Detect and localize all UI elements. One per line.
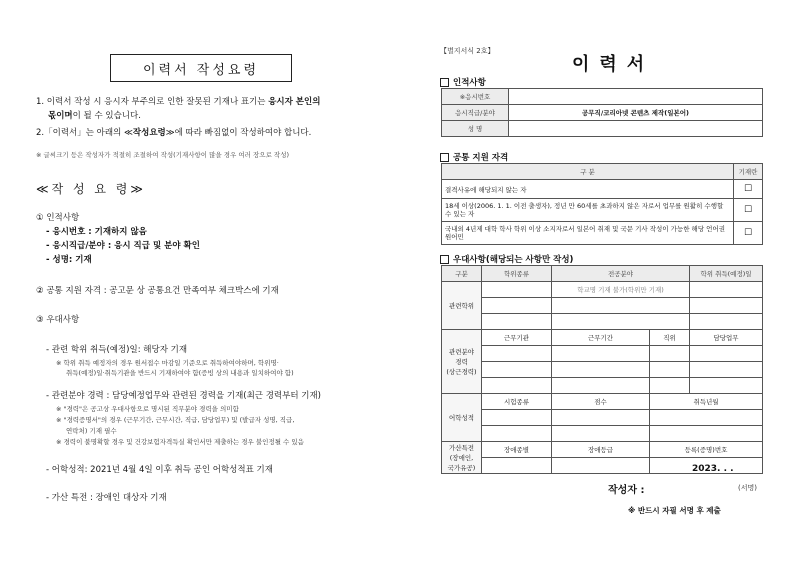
checkbox-2[interactable]: ☐ — [734, 199, 763, 222]
guide-heading: ≪작 성 요 령≫ — [36, 182, 146, 196]
table-row — [442, 199, 763, 222]
section-1-item-1: - 응시번호 : 기재하지 않음 — [46, 227, 147, 237]
section-3-item-2-note-4: ※ 경력이 불명확할 경우 및 건강보험자격득실 확인서만 제출하는 경우 불인정될 수 있음 — [56, 438, 304, 446]
lang-head-score: 점수 — [552, 394, 650, 410]
checkbox-3[interactable]: ☐ — [734, 222, 763, 245]
lang-head-test: 시험종류 — [482, 394, 552, 410]
section-3-title: ③ 우대사항 — [36, 315, 80, 325]
career-label: 관련분야 경력 (상근경력) — [442, 330, 482, 394]
common-table — [441, 163, 763, 245]
pref-head-cat: 구분 — [442, 266, 482, 282]
section-3-item-1-note-2: 취득(예정)일·취득기관을 반드시 기재하여야 함(증빙 상의 내용과 일치하여야 함) — [66, 369, 294, 377]
table-row — [442, 410, 763, 426]
table-row — [442, 314, 763, 330]
form-tag: 【별지서식 2호】 — [440, 47, 495, 55]
table-row — [442, 362, 763, 378]
degree-date-field[interactable] — [690, 282, 763, 298]
table-row — [442, 105, 763, 121]
table-row — [442, 89, 763, 105]
square-bullet-icon — [440, 78, 449, 87]
applicant-number-label: ※응시번호 — [442, 89, 509, 105]
table-row — [442, 222, 763, 245]
table-row — [442, 282, 763, 298]
degree-field[interactable] — [482, 282, 552, 298]
table-row — [442, 164, 763, 180]
form-title: 이력서 — [572, 54, 655, 75]
section-3-item-2-note-2: ※ "경력증명서"의 경우 (근무기간, 근무시간, 직급, 담당업무) 및 (발급자 성명, 직급, — [56, 416, 295, 424]
common-section-label: 공통 지원 자격 — [440, 151, 508, 163]
section-3-item-2-note-3: 연락처) 기재 필수 — [66, 427, 117, 435]
bonus-head-grade: 장애등급 — [552, 442, 650, 458]
table-row — [442, 426, 763, 442]
section-3-item-1-note-1: ※ 학위 취득 예정자의 경우 원서접수 마감일 기준으로 취득하여야하며, 학위명· — [56, 359, 279, 367]
name-field[interactable] — [509, 121, 763, 137]
intro-note: ※ 글씨크기 등은 작성자가 적절히 조절하여 작성(기재사항이 많을 경우 여러 장으로 작성) — [36, 151, 290, 159]
common-item-1: 결격사유에 해당되지 않는 자 — [442, 180, 734, 199]
guide-title: 이력서 작성요령 — [110, 54, 292, 82]
section-2-title: ② 공통 지원 자격 : 공고문 상 공통요건 만족여부 체크박스에 기재 — [36, 286, 279, 296]
degree-hint: 학교명 기재 불가(학위만 기재) — [552, 282, 690, 298]
checkbox-1[interactable]: ☐ — [734, 180, 763, 199]
author-label: 작성자 : — [608, 485, 645, 496]
pref-head-date: 학위 취득(예정)일 — [690, 266, 763, 282]
degree-label: 관련학위 — [442, 282, 482, 330]
signature-label: (서명) — [738, 484, 757, 492]
common-head-item: 구 분 — [442, 164, 734, 180]
section-3-item-4: - 가산 특전 : 장애인 대상자 기재 — [46, 493, 167, 503]
table-row — [442, 394, 763, 410]
square-bullet-icon — [440, 255, 449, 264]
lang-label: 어학성적 — [442, 394, 482, 442]
career-head-org: 근무기관 — [482, 330, 552, 346]
pref-head-major: 전공분야 — [552, 266, 690, 282]
common-item-3: 국내외 4년제 대학 학사 학위 이상 소지자로서 일본어 취재 및 국문 기사 작성이 가능한 해당 언어권 원어민 — [442, 222, 734, 245]
common-item-2: 18세 이상(2006. 1. 1. 이전 출생자), 정년 만 60세를 초과하지 않은 자로서 업무를 원활히 수행할 수 있는 자 — [442, 199, 734, 222]
personal-section-label: 인적사항 — [440, 76, 486, 88]
table-row — [442, 180, 763, 199]
career-head-period: 근무기간 — [552, 330, 650, 346]
career-head-duty: 담당업무 — [690, 330, 763, 346]
intro-1: 1. 이력서 작성 시 응시자 부주의로 인한 잘못된 기재나 표기는 응시자 본인의 몫이며이 될 수 있습니다. — [36, 97, 321, 121]
pref-head-degree: 학위종류 — [482, 266, 552, 282]
section-3-item-1: - 관련 학위 취득(예정)일: 해당자 기재 — [46, 345, 188, 355]
bonus-label: 가산특전 (장애인, 국가유공) — [442, 442, 482, 474]
section-3-item-2-note-1: ※ "경력"은 공고상 우대사항으로 명시된 직무분야 경력을 의미함 — [56, 405, 239, 413]
applicant-number-field[interactable] — [509, 89, 763, 105]
section-3-item-2: - 관련분야 경력 : 담당예정업무와 관련된 경력을 기재(최근 경력부터 기재) — [46, 391, 322, 401]
personal-table — [441, 88, 763, 137]
lang-head-date: 취득년월 — [650, 394, 763, 410]
section-3-item-3: - 어학성적: 2021년 4월 4일 이후 취득 공인 어학성적표 기재 — [46, 465, 273, 475]
table-row — [442, 121, 763, 137]
table-row — [442, 378, 763, 394]
intro-2: 2.「이력서」는 아래의 ≪작성요령≫에 따라 빠짐없이 작성하여야 합니다. — [36, 128, 312, 138]
career-head-title: 직위 — [650, 330, 690, 346]
table-row — [442, 330, 763, 346]
pref-table — [441, 265, 763, 474]
name-label: 성 명 — [442, 121, 509, 137]
pref-section-label: 우대사항(해당되는 사항만 작성) — [440, 253, 573, 265]
position-field[interactable]: 공무직/코리아넷 콘텐츠 제작(일본어) — [509, 105, 763, 121]
section-1-title: ① 인적사항 — [36, 213, 80, 223]
common-head-check: 기재란 — [734, 164, 763, 180]
table-row — [442, 266, 763, 282]
table-row — [442, 346, 763, 362]
date-line: 2023. . . — [692, 464, 734, 474]
position-label: 응시직급/분야 — [442, 105, 509, 121]
table-row — [442, 442, 763, 458]
square-bullet-icon — [440, 153, 449, 162]
section-1-item-2: - 응시직급/분야 : 응시 직급 및 분야 확인 — [46, 241, 200, 251]
table-row — [442, 298, 763, 314]
bonus-head-type: 장애종별 — [482, 442, 552, 458]
section-1-item-3: - 성명: 기재 — [46, 255, 92, 265]
footer-note: ※ 반드시 자필 서명 후 제출 — [628, 506, 721, 515]
bonus-head-regno: 등록(증명)번호 — [650, 442, 763, 458]
